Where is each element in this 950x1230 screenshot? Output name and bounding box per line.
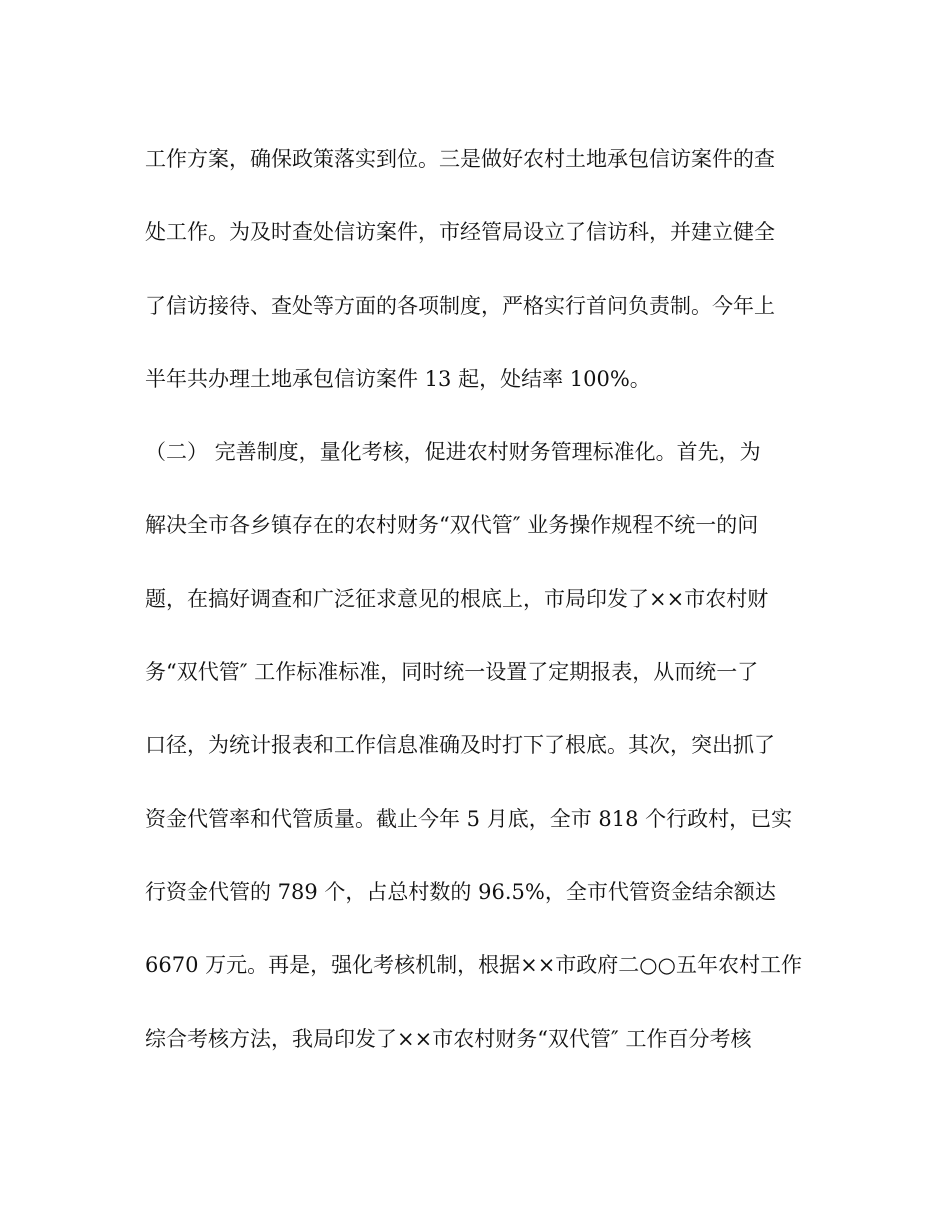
text-line: 处工作。为及时查处信访案件，市经管局设立了信访科，并建立健全	[145, 220, 775, 245]
text-line: 半年共办理土地承包信访案件 13 起，处结率 100%。	[145, 366, 651, 391]
text-line: 解决全市各乡镇存在的农村财务“双代管″ 业务操作规程不统一的问	[145, 513, 759, 538]
body-text	[145, 131, 815, 1084]
text-line: 题，在搞好调查和广泛征求意见的根底上，市局印发了××市农村财	[145, 586, 769, 611]
text-line: 综合考核方法，我局印发了××市农村财务“双代管″ 工作百分考核	[145, 1026, 752, 1051]
text-line: 了信访接待、查处等方面的各项制度，严格实行首问负责制。今年上	[145, 293, 775, 318]
text-line: 6670 万元。再是，强化考核机制，根据××市政府二○○五年农村工作	[145, 953, 802, 978]
section-heading-line: （二） 完善制度，量化考核，促进农村财务管理标准化。首先，为	[145, 440, 761, 465]
text-line: 口径，为统计报表和工作信息准确及时打下了根底。其次，突出抓了	[145, 733, 775, 758]
text-line: 工作方案，确保政策落实到位。三是做好农村土地承包信访案件的查	[145, 147, 775, 171]
text-line: 务“双代管″ 工作标准标准，同时统一设置了定期报表，从而统一了	[145, 660, 759, 685]
text-line: 资金代管率和代管质量。截止今年 5 月底，全市 818 个行政村，已实	[145, 806, 793, 831]
text-line: 行资金代管的 789 个，占总村数的 96.5%，全市代管资金结余额达	[145, 879, 776, 904]
